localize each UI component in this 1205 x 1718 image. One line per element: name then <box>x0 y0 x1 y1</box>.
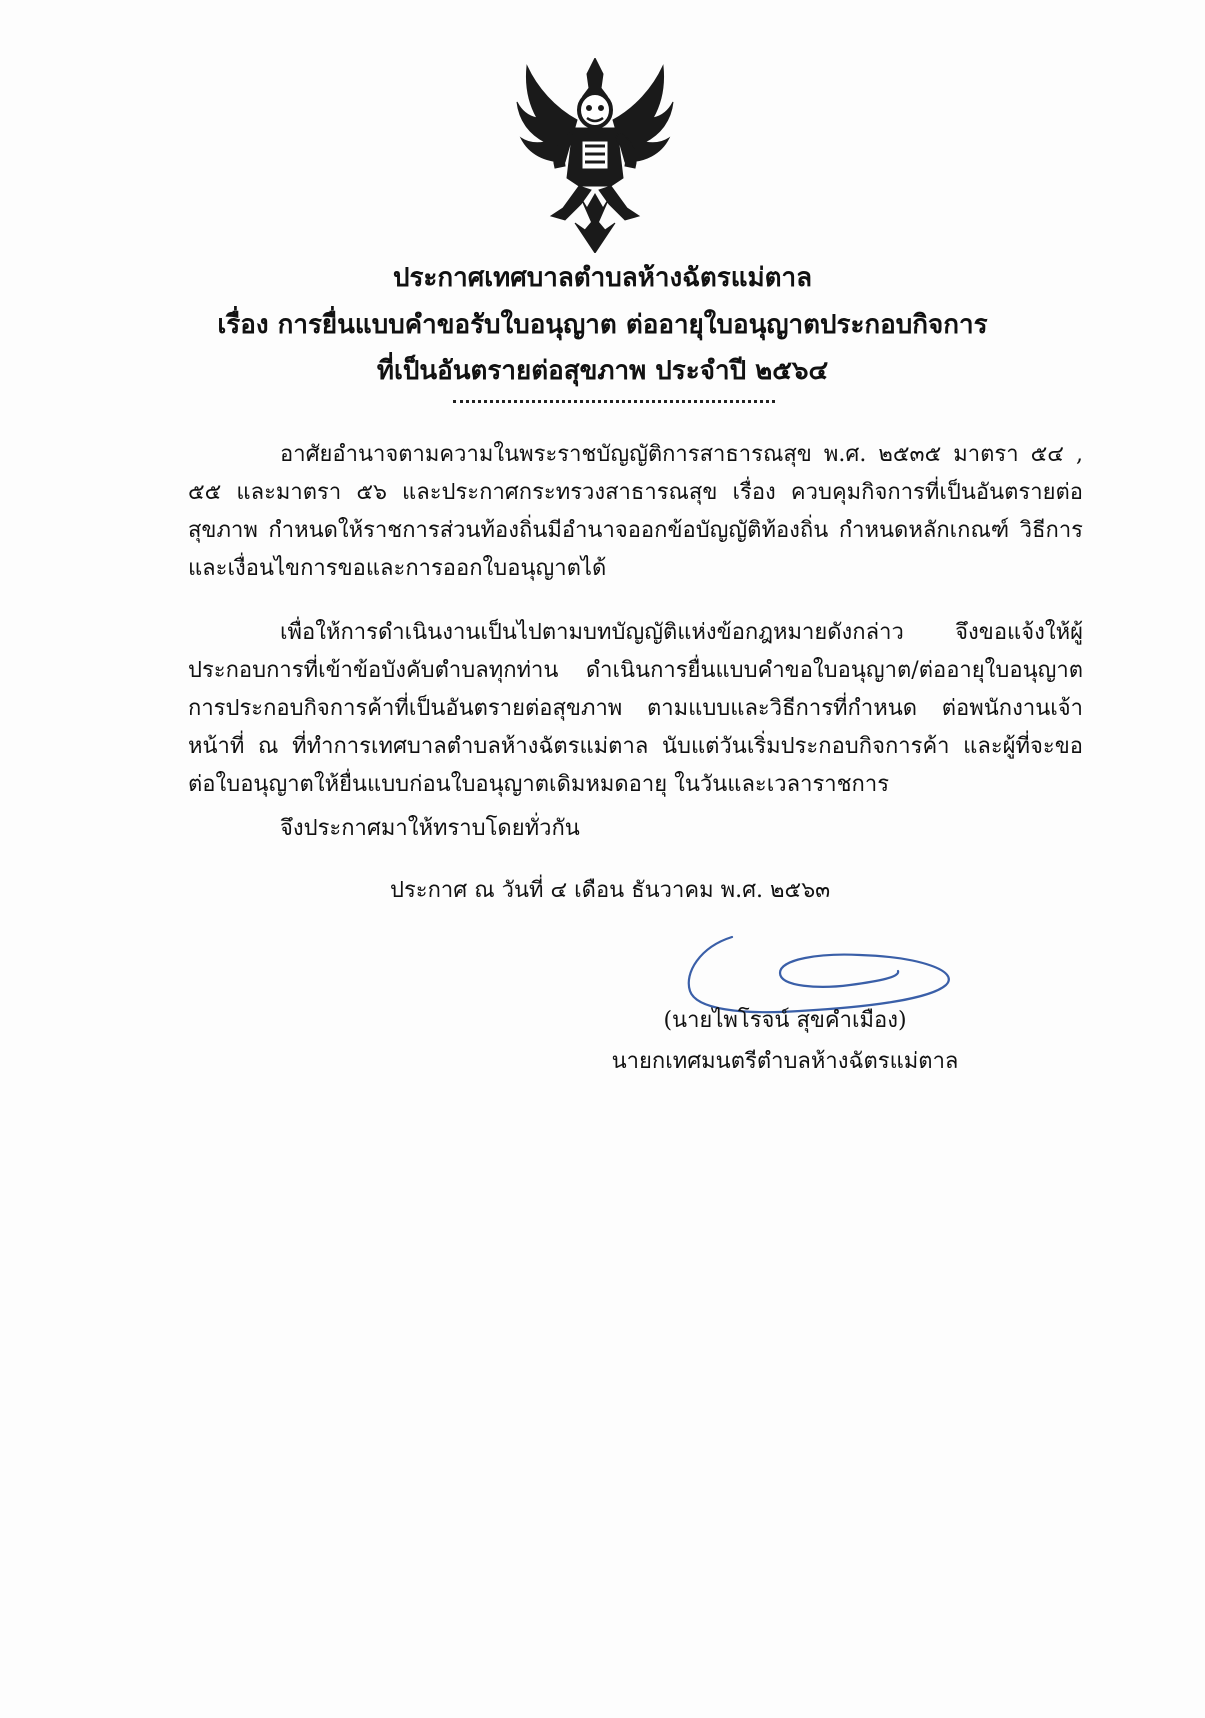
dotted-divider <box>453 400 775 403</box>
paragraph-closing: จึงประกาศมาให้ทราบโดยทั่วกัน <box>280 816 580 841</box>
paragraph-legal-basis: อาศัยอำนาจตามความในพระราชบัญญัติการสาธารณสุข พ.ศ. ๒๕๓๕ มาตรา ๕๔ , ๕๕ และมาตรา ๕๖ และประกาศกระทรวงสาธารณสุข เรื่อง ควบคุมกิจการที่เป็นอันตรายต่อสุขภาพ กำหนดให้ราชการส่วนท้องถิ่นมีอำนาจออกข้อบัญญัติท้องถิ่น กำหนดหลักเกณฑ์ วิธีการ และเงื่อนไขการขอและการออกใบอนุญาตได้ <box>188 442 1083 581</box>
announcement-subject: เรื่อง การยื่นแบบคำขอรับใบอนุญาต ต่ออายุใบอนุญาตประกอบกิจการ <box>217 310 988 340</box>
signer-name: (นายไพโรจน์ สุขคำเมือง) <box>663 1008 907 1033</box>
garuda-emblem-icon <box>515 58 675 253</box>
paragraph-instructions: เพื่อให้การดำเนินงานเป็นไปตามบทบัญญัติแห่งข้อกฎหมายดังกล่าว จึงขอแจ้งให้ผู้ประกอบการที่เข้าข้อบังคับตำบลทุกท่าน ดำเนินการยื่นแบบคำขอใบอนุญาต/ต่ออายุใบอนุญาตการประกอบกิจการค้าที่เป็นอันตรายต่อสุขภาพ ตามแบบและวิธีการที่กำหนด ต่อพนักงานเจ้าหน้าที่ ณ ที่ทำการเทศบาลตำบลห้างฉัตรแม่ตาล นับแต่วันเริ่มประกอบกิจการค้า และผู้ที่จะขอต่อใบอนุญาตให้ยื่นแบบก่อนใบอนุญาตเดิมหมดอายุ ในวันและเวลาราชการ <box>188 620 1083 797</box>
announcement-title: ประกาศเทศบาลตำบลห้างฉัตรแม่ตาล <box>392 263 813 293</box>
signer-title: นายกเทศมนตรีตำบลห้างฉัตรแม่ตาล <box>611 1049 959 1074</box>
announcement-date: ประกาศ ณ วันที่ ๔ เดือน ธันวาคม พ.ศ. ๒๕๖๓ <box>390 878 831 903</box>
announcement-subject-continued: ที่เป็นอันตรายต่อสุขภาพ ประจำปี ๒๕๖๔ <box>376 356 829 386</box>
